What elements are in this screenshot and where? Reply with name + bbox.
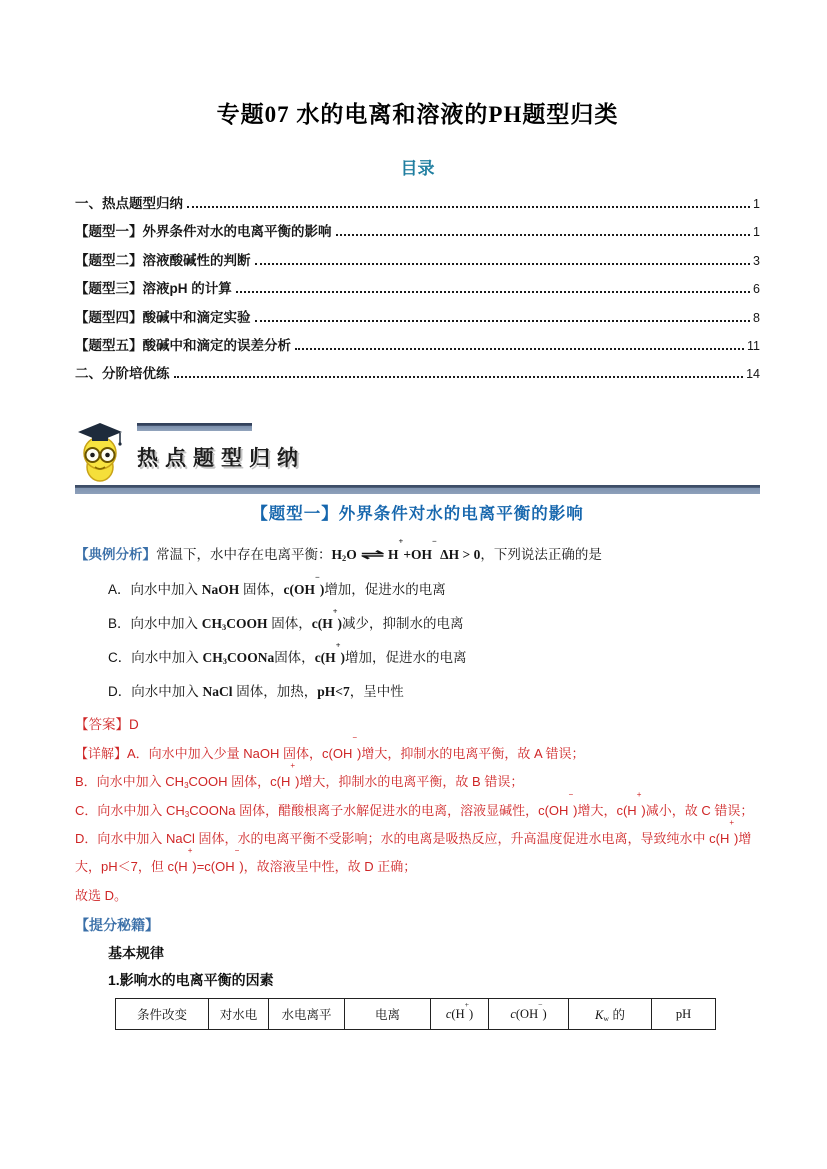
hot-topics-banner [75, 421, 760, 483]
table-header-ph: pH [652, 999, 716, 1030]
explanation-line-b: B．向水中加入 $CH_3COOH$ 固体，c(H+)增大，抑制水的电离平衡，故 B 错误； [75, 761, 524, 791]
example-analysis-tag: 【典例分析】 [75, 546, 156, 562]
toc-page-number: 1 [753, 197, 760, 211]
section-divider-bar [75, 485, 760, 494]
toc-page-number: 8 [753, 310, 760, 325]
toc-page-number: 6 [753, 282, 760, 297]
toc-item-label: 【题型二】溶液酸碱性的判断 [75, 252, 251, 268]
answer-tag: 【答案】 [75, 716, 129, 732]
toc-page-number: 11 [747, 338, 760, 353]
toc-dot-leader [255, 263, 751, 265]
tips-item-1: 1.影响水的电离平衡的因素 [108, 972, 274, 989]
score-tips-tag: 【提分秘籍】 [75, 917, 159, 934]
explanation-block [75, 732, 760, 910]
explanation-line-a: 【详解】A．向水中加入少量 NaOH 固体，c(OH−)增大，抑制水的电离平衡，故 A 错误； [75, 732, 585, 761]
answer-value: D [129, 716, 139, 732]
banner-accent-bar [137, 423, 252, 431]
toc-dot-leader [255, 320, 751, 322]
table-header-coh: c(OH−) [489, 999, 569, 1030]
toc-item-label: 一、热点题型归纳 [75, 196, 183, 211]
toc-page-number: 3 [753, 253, 760, 268]
explanation-line-c: C．向水中加入 $CH_3COONa$ 固体，醋酸根离子水解促进水的电离，溶液显碱性，c(OH−)增大，c(H+)减小，故 C 错误； [75, 789, 754, 819]
tips-subheading: 基本规律 [108, 945, 164, 962]
toc-item-label: 【题型四】酸碱中和滴定实验 [75, 309, 251, 325]
toc-page-number: 14 [746, 367, 760, 382]
toc-item-type2[interactable] [75, 249, 760, 277]
toc-item-type3[interactable] [75, 277, 760, 305]
toc-item-label: 二、分阶培优练 [75, 366, 170, 382]
option-d: D．向水中加入 NaCl 固体，加热，pH<7，呈中性 [108, 683, 404, 699]
option-a: A．向水中加入 NaOH 固体，c(OH−)增加，促进水的电离 [108, 572, 446, 597]
toc-item-graded-practice[interactable] [75, 362, 760, 390]
answer-line [75, 715, 760, 735]
toc-item-type1[interactable] [75, 220, 760, 248]
toc-heading: 目录 [400, 159, 435, 178]
toc-item-label: 【题型五】酸碱中和滴定的误差分析 [75, 337, 291, 353]
toc-item-type4[interactable] [75, 306, 760, 334]
banner-text-block [137, 421, 305, 472]
toc-item-label: 【题型一】外界条件对水的电离平衡的影响 [75, 224, 332, 240]
toc-dot-leader [336, 234, 751, 236]
toc-dot-leader [295, 348, 744, 350]
explanation-line-d: D．向水中加入 NaCl 固体，水的电离平衡不受影响；水的电离是吸热反应，升高温度促进水电离，导致纯水中 c(H+)增大，pH＜7，但 c(H+)=c(OH−)，故溶液呈中性，故 D 正确； [75, 817, 752, 875]
toc-dot-leader [174, 376, 744, 378]
option-c: C．向水中加入 $CH_3COONa$固体，c(H+)增加，促进水的电离 [108, 640, 467, 667]
table-of-contents [75, 192, 760, 391]
toc-dot-leader [187, 206, 750, 208]
table-header-ionization: 电离 [345, 999, 431, 1030]
rules-table [115, 998, 716, 1030]
scholar-face-icon [75, 421, 125, 483]
toc-item-type5[interactable] [75, 334, 760, 362]
table-header-effect: 对水电 [209, 999, 269, 1030]
toc-page-number: 1 [753, 225, 760, 240]
document-title: 专题07 水的电离和溶液的PH题型归类 [216, 102, 619, 127]
banner-title: 热点题型归纳 [137, 445, 305, 470]
toc-item-label: 【题型三】溶液pH 的计算 [75, 281, 232, 297]
section-heading: 【题型一】外界条件对水的电离平衡的影响 [251, 504, 584, 523]
table-header-equilibrium: 水电离平 [269, 999, 345, 1030]
explanation-conclusion: 故选 D。 [75, 887, 128, 903]
question-stem-text: 常温下，水中存在电离平衡：$H_2O$ ⇌ H++OH− ΔH > 0，下列说法正确的是 [156, 536, 602, 564]
table-header-row [116, 999, 716, 1030]
question-stem [75, 536, 760, 566]
table-header-ch: c(H+) [431, 999, 489, 1030]
table-header-condition: 条件改变 [116, 999, 209, 1030]
table-header-kw: $K_w$ 的 [569, 999, 652, 1030]
option-b: B．向水中加入 $CH_3COOH$ 固体，c(H+)减少，抑制水的电离 [108, 606, 464, 633]
toc-dot-leader [236, 291, 750, 293]
toc-item-hot-topics[interactable] [75, 192, 760, 220]
